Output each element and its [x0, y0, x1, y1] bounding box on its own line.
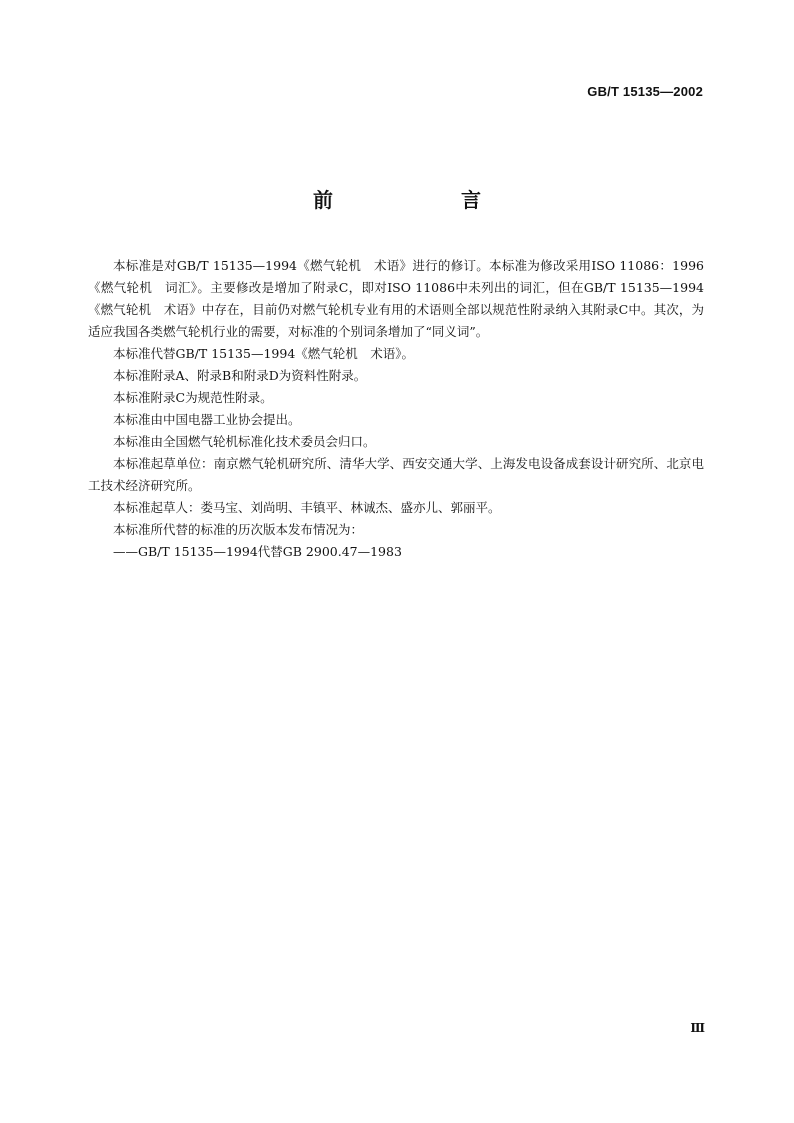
page-number: Ⅲ [690, 1021, 704, 1035]
paragraph-proposed-by: 本标准由中国电器工业协会提出。 [113, 412, 301, 427]
standard-code-header: GB/T 15135—2002 [587, 84, 703, 99]
paragraph-normative-annex: 本标准附录C为规范性附录。 [113, 390, 273, 405]
paragraph-informative-annexes: 本标准附录A、附录B和附录D为资料性附录。 [113, 368, 367, 383]
page-title: 前 言 [313, 188, 535, 212]
foreword-body [88, 255, 704, 563]
paragraph-drafters: 本标准起草人：娄马宝、刘尚明、丰镇平、林诚杰、盛亦儿、郭丽平。 [113, 500, 501, 515]
paragraph-administered-by: 本标准由全国燃气轮机标准化技术委员会归口。 [113, 434, 376, 449]
paragraph-previous-version: ——GB/T 15135—1994代替GB 2900.47—1983 [113, 544, 402, 559]
paragraph-version-history: 本标准所代替的标准的历次版本发布情况为： [113, 522, 364, 537]
paragraph-revision: 本标准是对GB/T 15135—1994《燃气轮机 术语》进行的修订。本标准为修改采用ISO 11086：1996《燃气轮机 词汇》。主要修改是增加了附录C，即对ISO 11086中未列出的词汇，但在GB/T 15135—1994《燃气轮机 术语》中存在，目前仍对燃气轮机专业有用的术语则全部以规范性附录纳入其附录C中。其次，为适应我国各类燃气轮机行业的需要，对标准的个别词条增加了“同义词”。 [88, 258, 704, 339]
paragraph-replaces: 本标准代替GB/T 15135—1994《燃气轮机 术语》。 [113, 346, 415, 361]
paragraph-drafting-units: 本标准起草单位：南京燃气轮机研究所、清华大学、西安交通大学、上海发电设备成套设计研究所、北京电工技术经济研究所。 [88, 456, 704, 493]
